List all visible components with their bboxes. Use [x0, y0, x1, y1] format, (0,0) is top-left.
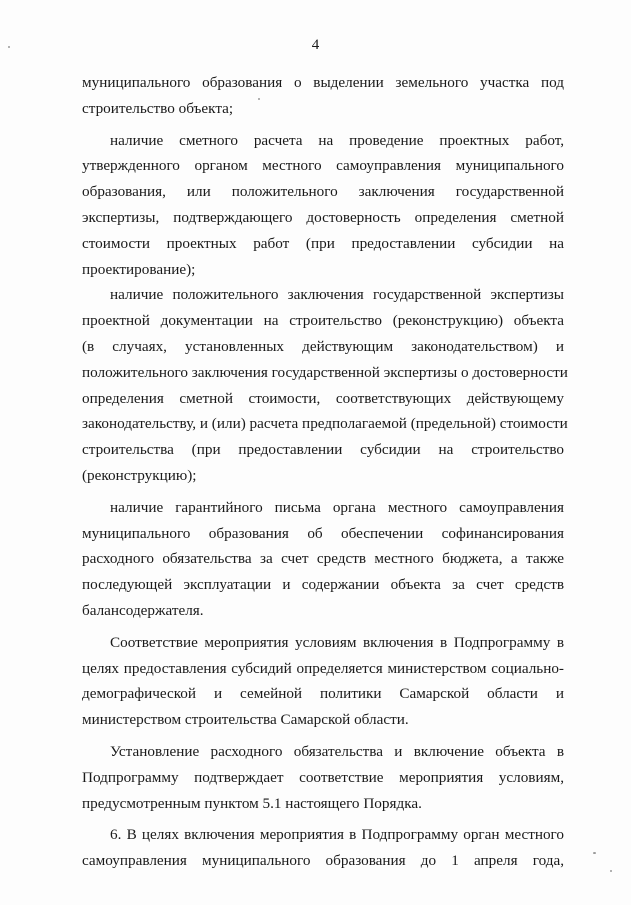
text-line: (в случаях, установленных действующим законодательством) и	[82, 337, 564, 355]
scan-speck	[258, 98, 260, 100]
text-line: (реконструкцию);	[82, 466, 197, 484]
text-line: образования, или положительного заключения государственной	[82, 183, 564, 201]
text-line: расходного обязательства за счет средств местного бюджета, а также	[82, 550, 564, 568]
text-line: утвержденного органом местного самоуправления муниципального	[82, 157, 564, 175]
text-line: положительного заключения государственной экспертизы о достоверности	[82, 363, 568, 381]
text-line: Установление расходного обязательства и включение объекта в	[110, 742, 564, 760]
text-line: Соответствие мероприятия условиям включения в Подпрограмму в	[110, 633, 564, 651]
text-line: определения сметной стоимости, соответствующих действующему	[82, 389, 564, 407]
scan-speck	[610, 870, 612, 872]
page-number: 4	[311, 37, 320, 53]
text-line: последующей эксплуатации и содержании объекта за счет средств	[82, 576, 564, 594]
text-line: экспертизы, подтверждающего достоверность определения сметной	[82, 208, 564, 226]
text-line: балансодержателя.	[82, 601, 204, 619]
text-line: строительства (при предоставлении субсидии на строительство	[82, 441, 564, 459]
paragraph-3	[82, 282, 568, 488]
text-line: проектной документации на строительство (реконструкцию) объекта	[82, 312, 564, 330]
text-line: строительство объекта;	[82, 99, 234, 117]
text-line: законодательству, и (или) расчета предполагаемой (предельной) стоимости	[82, 415, 568, 433]
text-line: самоуправления муниципального образования до 1 апреля года,	[82, 852, 564, 870]
text-line: 6. В целях включения мероприятия в Подпрограмму орган местного	[110, 826, 564, 844]
paragraph-5	[82, 630, 564, 733]
text-line: Подпрограмму подтверждает соответствие мероприятия условиям,	[82, 768, 564, 786]
paragraph-2	[82, 128, 564, 283]
text-line: проектирование);	[82, 260, 196, 278]
scan-speck	[593, 852, 596, 854]
text-line: муниципального образования о выделении земельного участка под	[82, 74, 564, 91]
text-line: демографической и семейной политики Самарской области и	[82, 685, 564, 703]
paragraph-7	[82, 822, 564, 874]
paragraph-6	[82, 739, 564, 816]
text-line: наличие положительного заключения государственной экспертизы	[110, 286, 564, 304]
text-line: муниципального образования об обеспечении софинансирования	[82, 524, 564, 542]
text-line: наличие сметного расчета на проведение проектных работ,	[110, 131, 564, 149]
text-line: целях предоставления субсидий определяется министерством социально-	[82, 659, 564, 677]
paragraph-4	[82, 495, 564, 624]
text-line: стоимости проектных работ (при предоставлении субсидии на	[82, 234, 564, 252]
text-line: министерством строительства Самарской области.	[82, 711, 409, 729]
text-line: предусмотренным пунктом 5.1 настоящего Порядка.	[82, 794, 422, 812]
paragraph-1	[82, 70, 564, 122]
text-line: наличие гарантийного письма органа местного самоуправления	[110, 498, 564, 516]
scan-speck	[8, 46, 10, 48]
document-body	[82, 70, 568, 874]
